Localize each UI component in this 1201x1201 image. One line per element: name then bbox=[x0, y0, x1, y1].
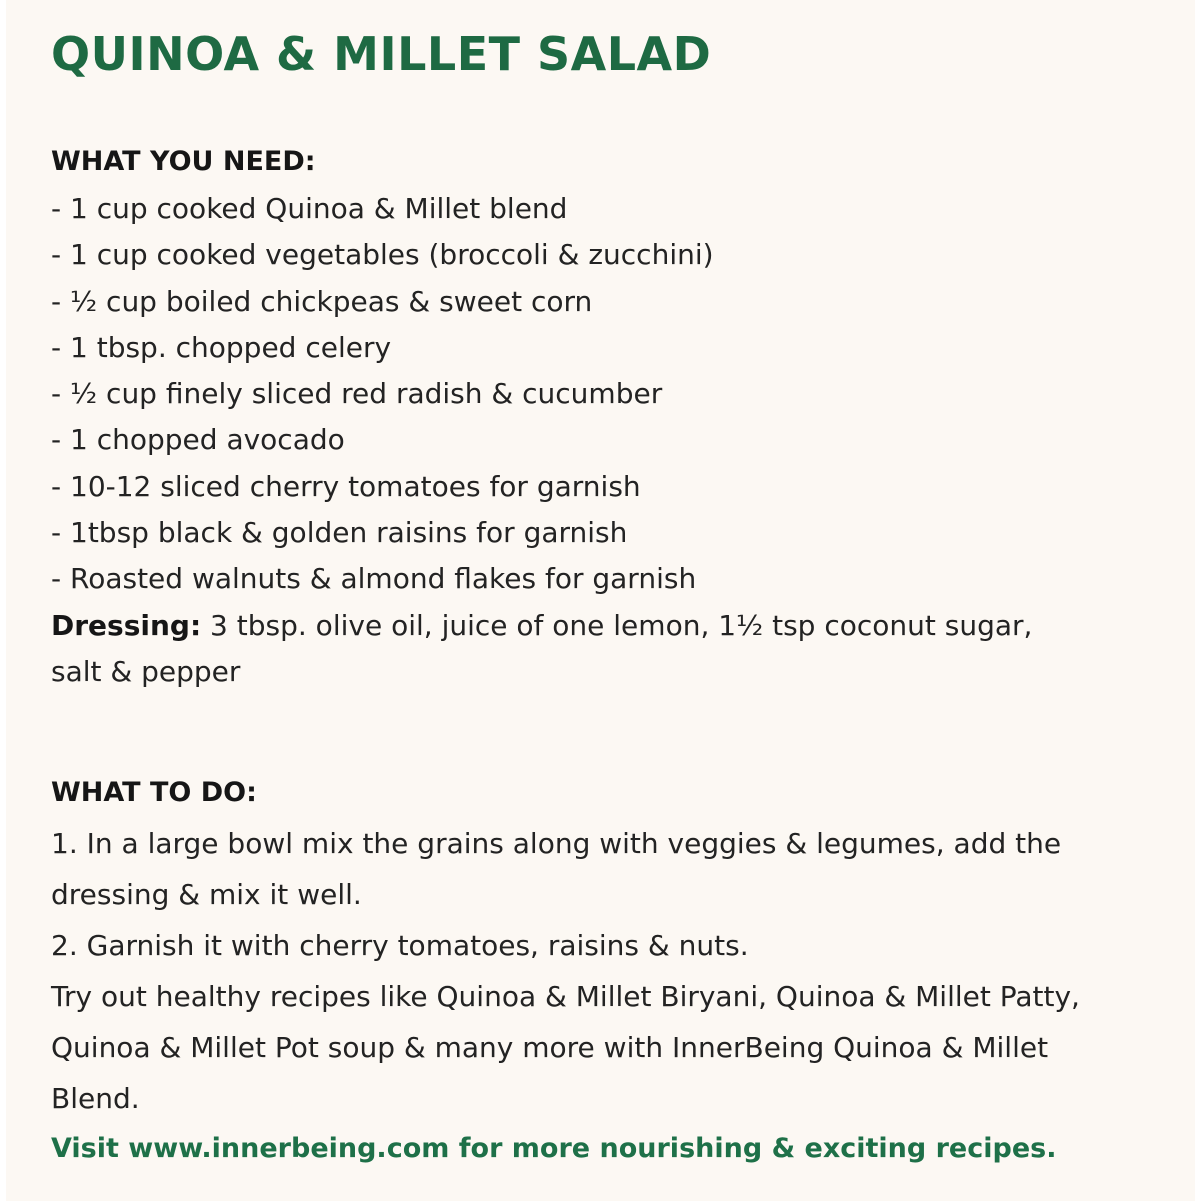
visit-website-line: Visit www.innerbeing.com for more nourishing & exciting recipes. bbox=[51, 1133, 1057, 1164]
ingredient-item: - 1 tbsp. chopped celery bbox=[51, 330, 392, 364]
ingredient-item: - ½ cup finely sliced red radish & cucumber bbox=[51, 377, 663, 411]
ingredient-item: - 1 cup cooked vegetables (broccoli & zucchini) bbox=[51, 238, 714, 272]
what-you-need-heading: WHAT YOU NEED: bbox=[51, 146, 316, 177]
try-out-paragraph: Try out healthy recipes like Quinoa & Millet Biryani, Quinoa & Millet Patty, Quinoa & Millet Pot soup & many more with InnerBeing Quinoa & Millet Blend. bbox=[51, 980, 1080, 1115]
ingredient-item: - 1 chopped avocado bbox=[51, 423, 345, 457]
ingredient-item: - 10-12 sliced cherry tomatoes for garnish bbox=[51, 469, 641, 503]
dressing-paragraph bbox=[51, 603, 1091, 696]
instruction-steps bbox=[51, 818, 1091, 1124]
recipe-card bbox=[6, 0, 1195, 1201]
ingredient-list bbox=[51, 186, 714, 603]
step-2: 2. Garnish it with cherry tomatoes, raisins & nuts. bbox=[51, 929, 749, 962]
ingredient-item: - 1 cup cooked Quinoa & Millet blend bbox=[51, 192, 568, 225]
ingredient-item: - Roasted walnuts & almond flakes for garnish bbox=[51, 562, 697, 596]
ingredient-item: - ½ cup boiled chickpeas & sweet corn bbox=[51, 284, 593, 318]
recipe-title: QUINOA & MILLET SALAD bbox=[51, 27, 712, 81]
step-1: 1. In a large bowl mix the grains along with veggies & legumes, add the dressing & mix it well. bbox=[51, 827, 1062, 911]
what-to-do-heading: WHAT TO DO: bbox=[51, 777, 257, 808]
dressing-label: Dressing: bbox=[51, 609, 202, 642]
ingredient-item: - 1tbsp black & golden raisins for garnish bbox=[51, 516, 628, 550]
dressing-text: 3 tbsp. olive oil, juice of one lemon, 1½ tsp coconut sugar, salt & pepper bbox=[51, 609, 1033, 689]
